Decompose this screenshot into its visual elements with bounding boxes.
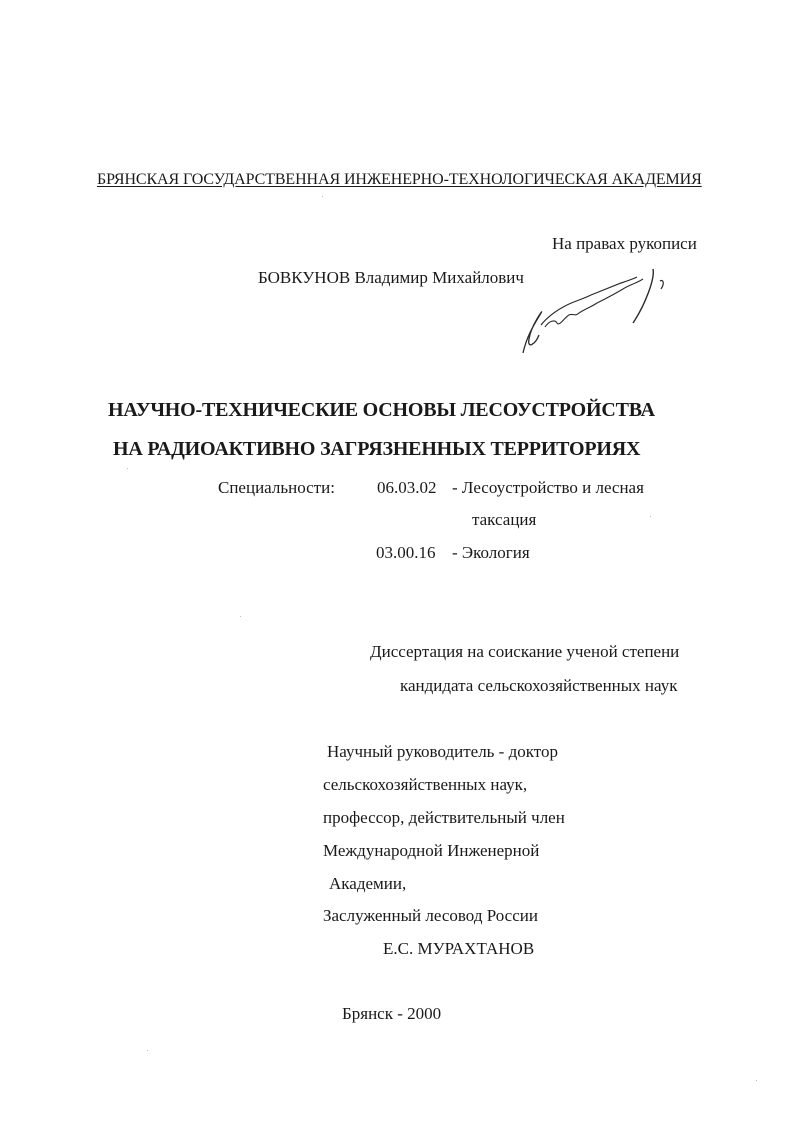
supervisor-line: Международной Инженерной (323, 841, 540, 860)
rights-note: На правах рукописи (552, 234, 697, 253)
supervisor-line: Научный руководитель - доктор (327, 742, 558, 761)
place-and-year: Брянск - 2000 (342, 1004, 442, 1023)
supervisor-line: Академии, (329, 874, 407, 893)
specialty-code: 06.03.02 (377, 478, 437, 497)
scan-speck (322, 196, 323, 197)
title-line-1: НАУЧНО-ТЕХНИЧЕСКИЕ ОСНОВЫ ЛЕСОУСТРОЙСТВА (108, 399, 655, 421)
scan-speck (147, 1050, 148, 1051)
dissertation-line-2: кандидата сельскохозяйственных наук (400, 676, 678, 695)
specialty-code: 03.00.16 (376, 543, 436, 562)
supervisor-line: сельскохозяйственных наук, (323, 775, 528, 794)
specialty-name: - Лесоустройство и лесная (452, 478, 644, 497)
supervisor-line: Заслуженный лесовод России (323, 906, 538, 925)
scan-speck (650, 516, 651, 517)
specialty-name: - Экология (452, 543, 530, 562)
specialties-label: Специальности: (218, 478, 335, 497)
title-line-2: НА РАДИОАКТИВНО ЗАГРЯЗНЕННЫХ ТЕРРИТОРИЯХ (113, 438, 641, 460)
supervisor-name: Е.С. МУРАХТАНОВ (383, 939, 535, 958)
scan-speck (127, 468, 128, 469)
institution-name: БРЯНСКАЯ ГОСУДАРСТВЕННАЯ ИНЖЕНЕРНО-ТЕХНОЛОГИЧЕСКАЯ АКАДЕМИЯ (97, 171, 702, 188)
author-name: БОВКУНОВ Владимир Михайлович (258, 268, 524, 287)
author-signature (505, 265, 685, 365)
specialty-name-continued: таксация (472, 510, 537, 529)
scan-speck (756, 1080, 757, 1081)
dissertation-line-1: Диссертация на соискание ученой степени (370, 642, 680, 661)
scan-speck (240, 616, 241, 617)
supervisor-line: профессор, действительный член (323, 808, 565, 827)
